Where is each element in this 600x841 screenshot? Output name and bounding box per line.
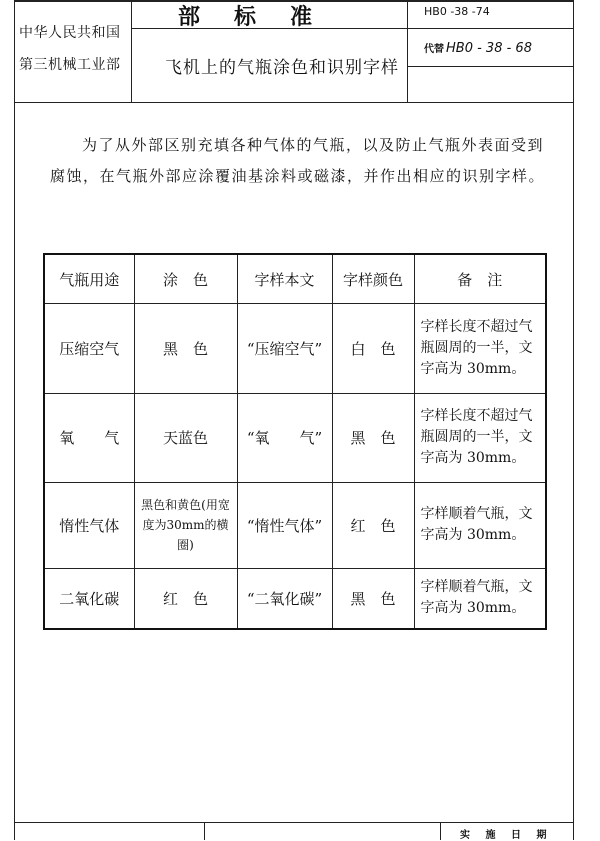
- col-header-remarks: 备 注: [414, 254, 546, 304]
- footer-divider-1: [204, 822, 205, 840]
- cell-paint-color: 黑 色: [134, 304, 237, 394]
- org-name-line1: 中华人民共和国: [19, 25, 121, 41]
- col-header-usage: 气瓶用途: [44, 254, 134, 304]
- document-title: 飞机上的气瓶涂色和识别字样: [165, 58, 399, 78]
- cell-usage: 二氧化碳: [44, 568, 134, 629]
- header-divider-left: [131, 0, 132, 102]
- cell-marking-color: 白 色: [332, 304, 414, 394]
- cell-marking-text: “惰性气体”: [237, 483, 332, 568]
- cell-usage: 压缩空气: [44, 304, 134, 394]
- cylinder-color-table: [43, 253, 547, 630]
- effective-date-label: 实 施 日 期: [460, 830, 553, 841]
- cell-remarks: 字样顺着气瓶，文字高为 30mm。: [414, 483, 546, 568]
- table-row: [44, 568, 546, 629]
- cell-marking-text: “二氧化碳”: [237, 568, 332, 629]
- replaced-standard: [424, 40, 532, 56]
- table-header-row: [44, 254, 546, 304]
- cell-remarks: 字样长度不超过气瓶圆周的一半，文字高为 30mm。: [414, 393, 546, 483]
- cell-paint-color: 天蓝色: [134, 393, 237, 483]
- cell-usage: 氧 气: [44, 393, 134, 483]
- cell-marking-color: 红 色: [332, 483, 414, 568]
- table-row: [44, 393, 546, 483]
- cell-remarks: 字样顺着气瓶，文字高为 30mm。: [414, 568, 546, 629]
- replaced-code: HB0 - 38 - 68: [446, 41, 532, 56]
- header-code-rule: [407, 66, 574, 67]
- cell-remarks: 字样长度不超过气瓶圆周的一半，文字高为 30mm。: [414, 304, 546, 394]
- header-bottom-rule: [14, 102, 574, 103]
- cell-paint-color: 红 色: [134, 568, 237, 629]
- org-name-line2: 第三机械工业部: [19, 57, 121, 73]
- table-row: [44, 483, 546, 568]
- table-row: [44, 304, 546, 394]
- col-header-marking-color: 字样颜色: [332, 254, 414, 304]
- document-code: HB0 -38 -74: [424, 5, 490, 18]
- cell-usage: 惰性气体: [44, 483, 134, 568]
- cell-paint-color: 黑色和黄色(用宽度为30mm的横圈): [134, 483, 237, 568]
- replace-prefix: 代替: [424, 44, 444, 55]
- header-divider-right: [407, 0, 408, 102]
- footer-divider-2: [440, 822, 441, 840]
- cell-marking-color: 黑 色: [332, 568, 414, 629]
- col-header-marking-text: 字样本文: [237, 254, 332, 304]
- cell-marking-text: “压缩空气”: [237, 304, 332, 394]
- standard-label: 部 标 准: [178, 5, 319, 30]
- footer-top-rule: [14, 822, 574, 823]
- intro-paragraph: 为了从外部区别充填各种气体的气瓶，以及防止气瓶外表面受到腐蚀，在气瓶外部应涂覆油基涂料或磁漆，并作出相应的识别字样。: [50, 136, 546, 185]
- cell-marking-color: 黑 色: [332, 393, 414, 483]
- cell-marking-text: “氧 气”: [237, 393, 332, 483]
- col-header-paint-color: 涂 色: [134, 254, 237, 304]
